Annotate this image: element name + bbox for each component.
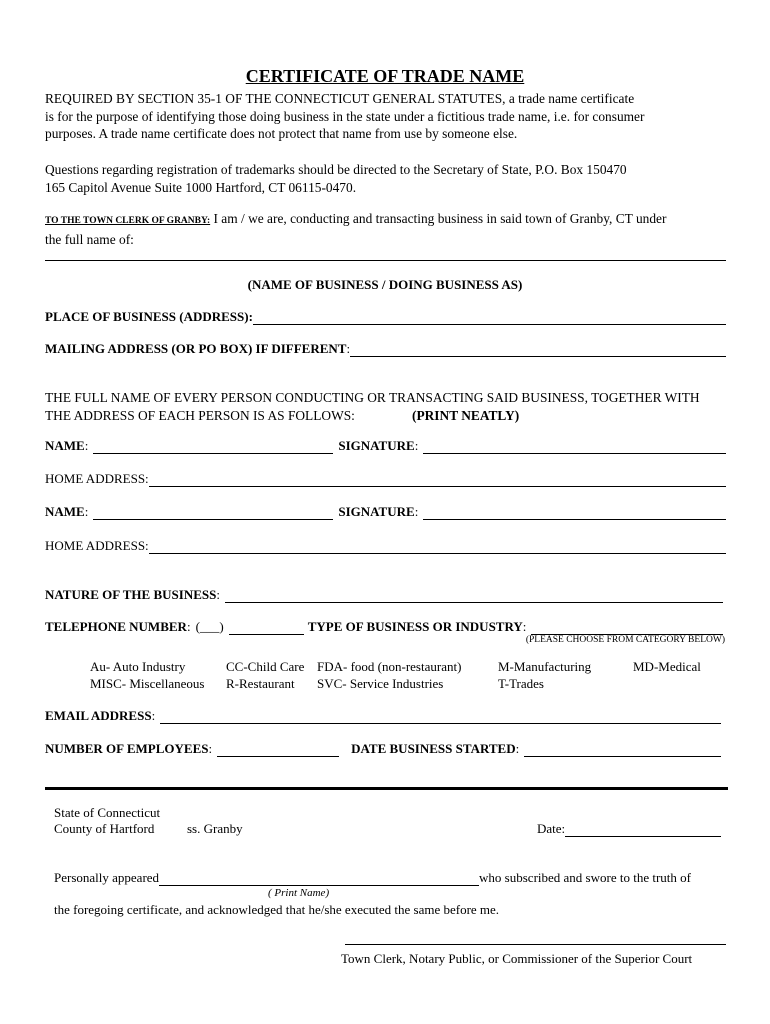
intro-paragraph [45,90,730,143]
appeared-name-field[interactable] [159,874,479,886]
email-row: EMAIL ADDRESS : [45,708,721,724]
persons-line: THE ADDRESS OF EACH PERSON IS AS FOLLOWS: [45,407,355,423]
nature-label: NATURE OF THE BUSINESS [45,587,217,602]
place-label: PLACE OF BUSINESS (ADDRESS): [45,309,253,324]
signature-field[interactable] [423,442,726,454]
employees-label: NUMBER OF EMPLOYEES [45,741,209,756]
telephone-label: TELEPHONE NUMBER [45,619,187,634]
name-field[interactable] [93,508,333,520]
page-title: CERTIFICATE OF TRADE NAME [245,66,525,86]
mailing-field[interactable] [350,345,726,357]
signature-field[interactable] [423,508,726,520]
name-field[interactable] [93,442,333,454]
notary-ss: ss. Granby [187,821,243,836]
questions-line: 165 Capitol Avenue Suite 1000 Hartford, CT 06115-0470. [45,179,357,195]
official-title: Town Clerk, Notary Public, or Commissioner of the Superior Court [341,951,693,966]
signature-label: SIGNATURE [338,438,415,453]
name-label: NAME [45,438,85,453]
signature-label: SIGNATURE [338,504,415,519]
area-code-field[interactable]: (___) [195,619,224,634]
category-note: (PLEASE CHOOSE FROM CATEGORY BELOW) [525,635,725,645]
intro-line: purposes. A trade name certificate does not protect that name from use by someone else. [45,126,518,141]
category-t: T-Trades [498,676,544,691]
business-name-caption: (NAME OF BUSINESS / DOING BUSINESS AS) [247,277,523,292]
category-fda: FDA- food (non-restaurant) [317,659,462,674]
subscribed-text: who subscribed and swore to the truth of [479,870,691,885]
category-misc: MISC- Miscellaneous [90,676,205,691]
notary-date-field[interactable] [565,825,721,837]
date-started-field[interactable] [524,745,721,757]
category-auto: Au- Auto Industry [90,659,186,674]
person-row-2: NAME : SIGNATURE : [45,504,726,520]
date-started-label: DATE BUSINESS STARTED [351,741,516,756]
to-clerk-text: I am / we are, conducting and transacting business in said town of Granby, CT under [210,211,667,226]
persons-line: THE FULL NAME OF EVERY PERSON CONDUCTING OR TRANSACTING SAID BUSINESS, TOGETHER WITH [45,390,700,405]
home-address-label: HOME ADDRESS: [45,471,149,486]
intro-line: is for the purpose of identifying those doing business in the state under a fictitious trade name, i.e. for consumer [45,108,645,124]
nature-row: NATURE OF THE BUSINESS : [45,587,723,603]
to-clerk-paragraph [45,210,730,248]
type-label: TYPE OF BUSINESS OR INDUSTRY [307,619,523,634]
intro-line: REQUIRED BY SECTION 35-1 OF THE CONNECTICUT GENERAL STATUTES, a trade name certificate [45,91,635,106]
category-m: M-Manufacturing [498,659,592,674]
employees-row: NUMBER OF EMPLOYEES : DATE BUSINESS STARTED : [45,741,721,757]
email-label: EMAIL ADDRESS [45,708,152,723]
category-svc: SVC- Service Industries [317,676,444,691]
to-clerk-label: TO THE TOWN CLERK OF GRANBY: [45,216,211,226]
home-address-field[interactable] [149,542,726,554]
foregoing-text: the foregoing certificate, and acknowledged that he/she executed the same before me. [54,902,500,917]
name-label: NAME [45,504,85,519]
mailing-label: MAILING ADDRESS (OR PO BOX) IF DIFFERENT [45,341,347,356]
to-clerk-text-2: the full name of: [45,231,134,247]
section-divider [45,787,728,790]
home-address-field[interactable] [149,475,726,487]
person-row-1: NAME : SIGNATURE : [45,438,726,454]
questions-line: Questions regarding registration of trademarks should be directed to the Secretary of State, P.O. Box 150470 [45,162,627,177]
category-r: R-Restaurant [226,676,295,691]
home-address-label: HOME ADDRESS: [45,538,149,553]
questions-paragraph [45,161,730,196]
print-neatly: (PRINT NEATLY) [412,407,520,423]
persons-paragraph [45,389,730,424]
place-row [45,309,726,325]
business-name-field[interactable] [45,260,726,261]
appeared-row [54,870,714,886]
appeared-label: Personally appeared [54,870,160,885]
telephone-row: TELEPHONE NUMBER : (___) TYPE OF BUSINESS OR INDUSTRY : [45,619,723,635]
notary-date-label: Date: [537,821,566,836]
notary-county: County of Hartford [54,821,155,836]
notary-state: State of Connecticut [54,805,161,820]
print-name-caption: ( Print Name) [268,887,330,899]
mailing-colon: : [346,341,351,356]
mailing-row [45,341,726,357]
official-signature-field[interactable] [345,944,726,945]
employees-field[interactable] [217,745,339,757]
notary-date-row [537,821,721,837]
category-md: MD-Medical [633,659,701,674]
home-address-row-1 [45,471,726,487]
telephone-field[interactable] [229,623,304,635]
type-field[interactable] [531,623,723,635]
email-field[interactable] [160,712,721,724]
nature-field[interactable] [225,591,723,603]
place-field[interactable] [253,313,726,325]
home-address-row-2 [45,538,726,554]
category-cc: CC-Child Care [226,659,305,674]
